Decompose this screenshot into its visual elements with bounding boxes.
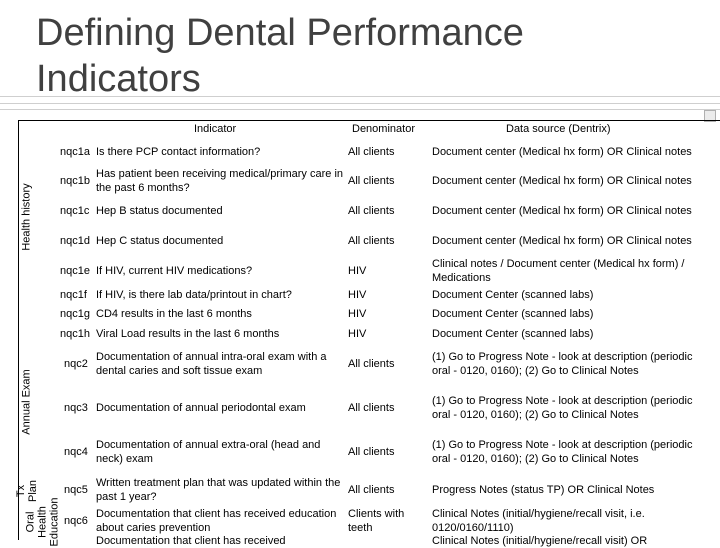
row-denominator [348,534,432,548]
row-denominator: HIV [348,308,367,320]
group-label-tx-plan: Tx Plan [15,479,40,503]
row-indicator: Hep B status documented [96,205,223,217]
group-label-oral-health-education: Oral Health Education [24,497,61,547]
row-denominator: HIV [348,289,367,301]
row-indicator: CD4 results in the last 6 months [96,308,252,320]
table-row [18,430,720,474]
row-code: nqc1e [60,265,90,277]
table-row [18,506,720,536]
decor-line [0,109,720,110]
row-data-source: (1) Go to Progress Note - look at description (periodic oral - 0120, 0160); (2) Go to Clinical Notes [432,395,693,421]
row-code: nqc5 [64,484,88,496]
table-row [18,256,720,286]
table-row [18,226,720,256]
table-row [18,324,720,344]
decor-line [0,103,720,104]
row-code: nqc4 [64,446,88,458]
row-denominator: Clients with teeth [348,508,405,534]
row-denominator: All clients [348,235,395,247]
row-code [64,534,100,548]
row-data-source: Progress Notes (status TP) OR Clinical Notes [432,484,655,496]
row-data-source: Clinical Notes (initial/hygiene/recall visit, i.e. 0120/0160/1110) [432,508,645,534]
row-indicator: Documentation of annual extra-oral (head and neck) exam [96,439,321,465]
header-data-source: Data source (Dentrix) [506,123,611,135]
row-indicator: Viral Load results in the last 6 months [96,328,280,340]
row-data-source: Document center (Medical hx form) OR Clinical notes [432,175,692,187]
row-indicator: Documentation of annual intra-oral exam with a dental caries and soft tissue exam [96,351,327,377]
row-data-source: (1) Go to Progress Note - look at description (periodic oral - 0120, 0160); (2) Go to Clinical Notes [432,351,693,377]
table-row [18,138,720,166]
row-indicator: Documentation of annual periodontal exam [96,402,306,414]
row-indicator: Has patient been receiving medical/primary care in the past 6 months? [96,168,344,194]
row-indicator: Is there PCP contact information? [96,146,261,158]
row-code: nqc1b [60,175,90,187]
row-code: nqc1f [60,289,87,301]
row-data-source: Clinical notes / Document center (Medical hx form) / Medications [432,258,685,284]
row-denominator: HIV [348,265,367,277]
row-denominator: HIV [348,328,367,340]
table-row [18,166,720,196]
row-indicator: Documentation that client has received [96,535,286,547]
row-data-source: Document center (Medical hx form) OR Clinical notes [432,146,692,158]
row-code: nqc3 [64,402,88,414]
row-denominator: All clients [348,146,395,158]
row-code: nqc6 [64,515,88,527]
slide-title: Defining Dental Performance Indicators [36,12,524,100]
indicator-table [15,120,720,547]
row-denominator: All clients [348,358,395,370]
row-denominator: All clients [348,205,395,217]
table-row [18,534,720,548]
row-data-source: Document center (Medical hx form) OR Clinical notes [432,235,692,247]
row-indicator: Written treatment plan that was updated within the past 1 year? [96,477,341,503]
row-code: nqc1c [60,205,90,217]
row-data-source: Document Center (scanned labs) [432,328,594,340]
row-data-source: Document center (Medical hx form) OR Clinical notes [432,205,692,217]
row-denominator: All clients [348,175,395,187]
row-denominator: All clients [348,402,395,414]
row-data-source: Document Center (scanned labs) [432,289,594,301]
row-denominator: All clients [348,446,395,458]
row-data-source: Document Center (scanned labs) [432,308,594,320]
group-label-annual-exam: Annual Exam [21,369,33,435]
row-denominator: All clients [348,484,395,496]
row-code: nqc1h [60,328,90,340]
table-header-row [18,120,720,138]
row-code: nqc1g [60,308,90,320]
row-data-source: Clinical Notes (initial/hygiene/recall visit) OR [432,535,648,547]
table-row [18,286,720,304]
table-row [18,304,720,324]
table-row [15,474,720,506]
row-code: nqc1a [60,146,90,158]
row-code: nqc2 [64,358,88,370]
row-data-source: (1) Go to Progress Note - look at description (periodic oral - 0120, 0160); (2) Go to Clinical Notes [432,439,693,465]
table-row [18,196,720,226]
table-row [18,342,720,386]
header-indicator: Indicator [194,123,237,135]
row-indicator: Documentation that client has received education about caries prevention [96,508,337,534]
row-indicator: If HIV, current HIV medications? [96,265,253,277]
header-denominator: Denominator [352,123,415,135]
row-indicator: If HIV, is there lab data/printout in chart? [96,289,292,301]
table-row [18,386,720,430]
group-label-health-history: Health history [21,183,34,251]
row-indicator: Hep C status documented [96,235,224,247]
row-code: nqc1d [60,235,90,247]
